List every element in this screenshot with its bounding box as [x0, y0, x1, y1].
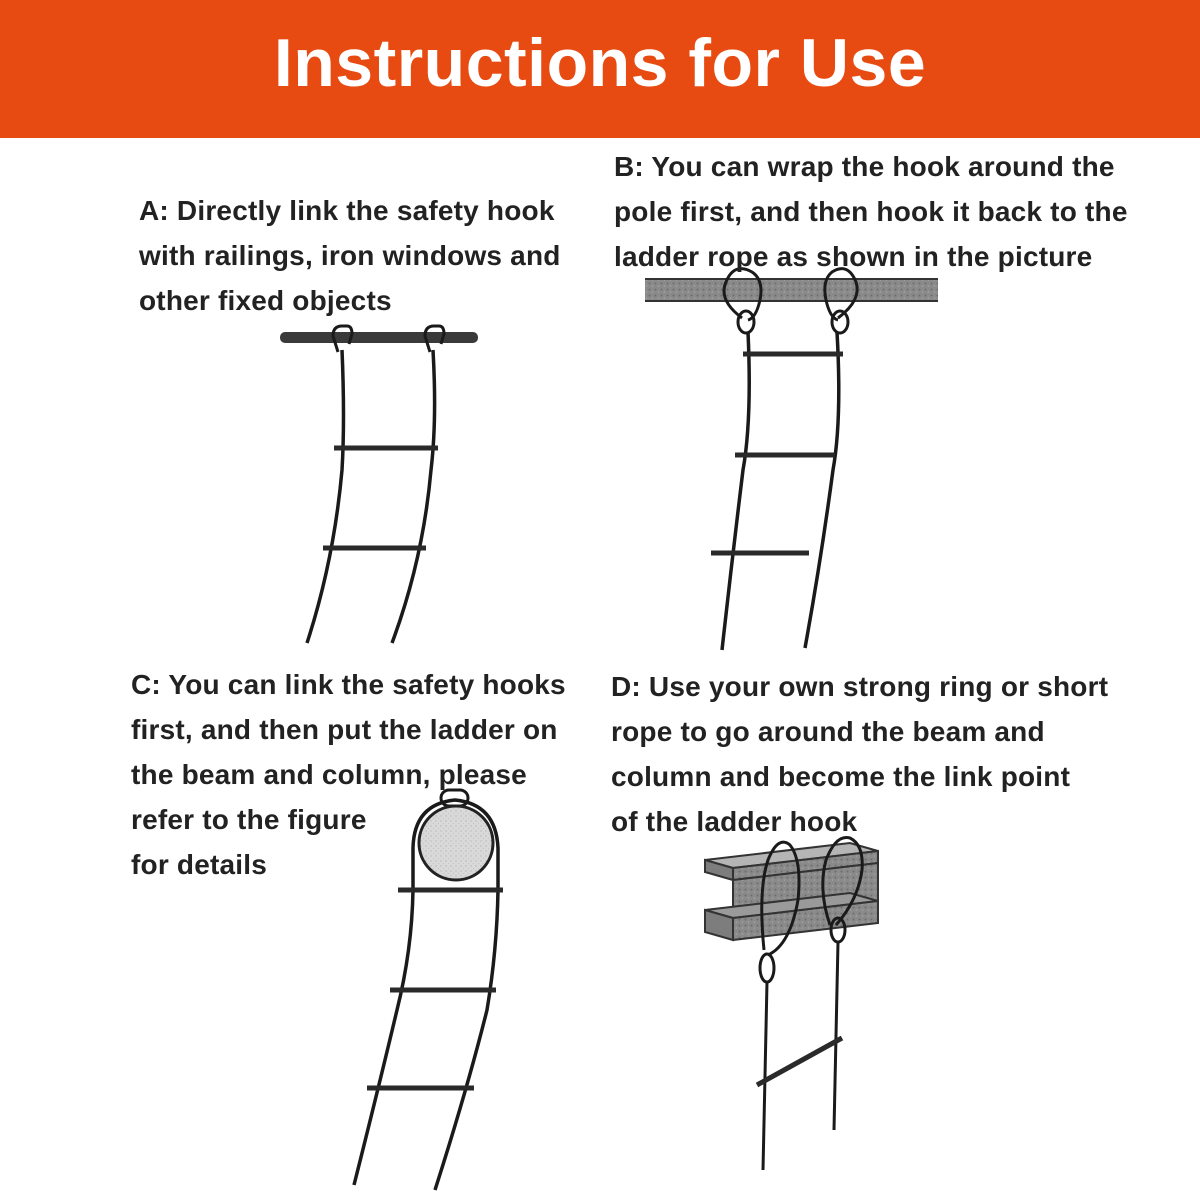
ladder-rungs	[367, 890, 503, 1088]
step-c-caption: C: You can link the safety hooks first, and then put the ladder on the beam and column, please refer to the figure for details	[131, 669, 566, 880]
ladder-ropes	[354, 890, 498, 1190]
pole	[645, 279, 938, 301]
railing-bar	[280, 332, 478, 343]
page-title: Instructions for Use	[273, 25, 927, 101]
step-b-caption: B: You can wrap the hook around the pole first, and then hook it back to the ladder rope as shown in the picture	[614, 151, 1128, 272]
step-d-caption: D: Use your own strong ring or short rope to go around the beam and column and become the link point of the ladder hook	[611, 671, 1109, 837]
ladder-rung	[757, 1038, 842, 1085]
illustration-b-pole-wrap-ladder	[645, 269, 938, 650]
illustration-a-railing-ladder	[280, 326, 478, 643]
ladder-ropes	[722, 332, 839, 650]
illustration-d-beam-ladder	[705, 837, 878, 1170]
ladder-ropes	[307, 350, 435, 643]
step-a-caption: A: Directly link the safety hook with railings, iron windows and other fixed objects	[139, 195, 561, 316]
ladder-rungs	[711, 354, 843, 553]
